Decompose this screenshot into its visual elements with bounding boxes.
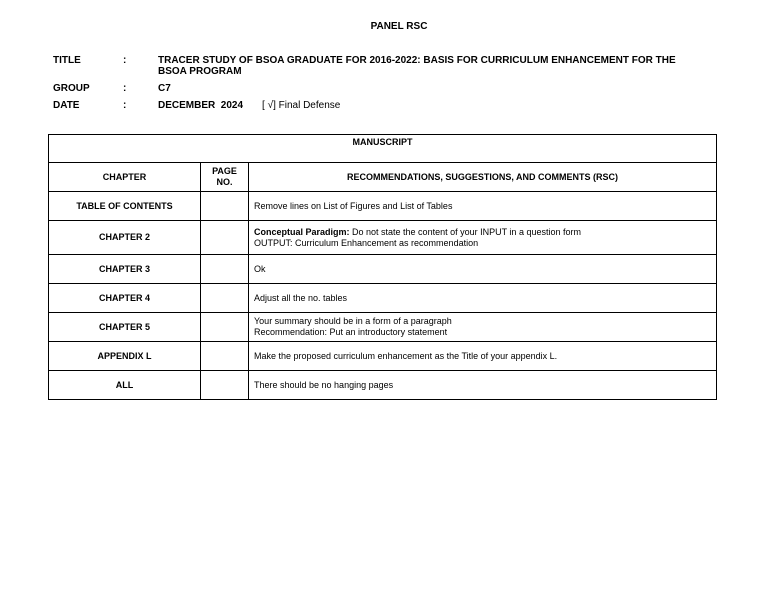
date-value: DECEMBER 2024 [158, 100, 244, 111]
comment-line-2: Recommendation: Put an introductory statement [254, 327, 448, 337]
page-no-cell [201, 255, 249, 284]
table-row [49, 371, 717, 400]
comment-text: Your summary should be in a form of a paragraph [254, 316, 452, 326]
date-row [53, 100, 703, 111]
chapter-cell: TABLE OF CONTENTS [49, 192, 201, 221]
page-no-header: PAGE NO. [201, 163, 249, 192]
manuscript-caption: MANUSCRIPT [49, 135, 717, 163]
comment-text: There should be no hanging pages [254, 379, 394, 390]
rsc-table [48, 134, 717, 400]
comment-cell [249, 313, 717, 342]
comment-text: Do not state the content of your INPUT in a question form [349, 226, 581, 237]
table-header-row [49, 163, 717, 192]
chapter-cell: CHAPTER 2 [49, 221, 201, 255]
title-label: TITLE [53, 55, 81, 66]
table-row [49, 342, 717, 371]
chapter-cell: CHAPTER 3 [49, 255, 201, 284]
page-no-cell [201, 313, 249, 342]
comment-line [254, 227, 711, 238]
comment-cell [249, 342, 717, 371]
page-no-cell [201, 371, 249, 400]
comment-text: Adjust all the no. tables [254, 292, 348, 303]
chapter-header: CHAPTER [49, 163, 201, 192]
defense-type: [ √] Final Defense [262, 100, 341, 111]
comment-text: Ok [254, 263, 266, 274]
page-no-cell [201, 221, 249, 255]
page-no-cell [201, 342, 249, 371]
comment-cell [249, 221, 717, 255]
group-value: C7 [158, 83, 171, 94]
comment-cell [249, 192, 717, 221]
date-colon: : [123, 100, 127, 111]
document-metadata [53, 55, 703, 117]
chapter-cell: APPENDIX L [49, 342, 201, 371]
comment-text: Remove lines on List of Figures and List of Tables [254, 200, 453, 211]
page-no-cell [201, 284, 249, 313]
page-no-cell [201, 192, 249, 221]
comment-cell [249, 371, 717, 400]
comment-cell [249, 284, 717, 313]
chapter-cell: ALL [49, 371, 201, 400]
table-row [49, 192, 717, 221]
comment-lead: Conceptual Paradigm: [254, 226, 350, 237]
table-row [49, 313, 717, 342]
chapter-cell: CHAPTER 5 [49, 313, 201, 342]
rsc-header: RECOMMENDATIONS, SUGGESTIONS, AND COMMENTS (RSC) [249, 163, 717, 192]
group-colon: : [123, 83, 127, 94]
title-row [53, 55, 703, 77]
comment-text: Make the proposed curriculum enhancement as the Title of your appendix L. [254, 350, 558, 361]
group-row [53, 83, 703, 94]
manuscript-caption-row [49, 135, 717, 163]
group-label: GROUP [53, 83, 90, 94]
table-row [49, 221, 717, 255]
comment-cell [249, 255, 717, 284]
date-value-container [158, 100, 703, 111]
title-value: TRACER STUDY OF BSOA GRADUATE FOR 2016-2022: BASIS FOR CURRICULUM ENHANCEMENT FOR THE BSOA PROGRAM [158, 55, 676, 77]
date-label: DATE [53, 100, 80, 111]
chapter-cell: CHAPTER 4 [49, 284, 201, 313]
comment-line-2: OUTPUT: Curriculum Enhancement as recommendation [254, 237, 479, 248]
table-row [49, 255, 717, 284]
table-row [49, 284, 717, 313]
title-colon: : [123, 55, 127, 66]
page-title: PANEL RSC [370, 21, 428, 32]
